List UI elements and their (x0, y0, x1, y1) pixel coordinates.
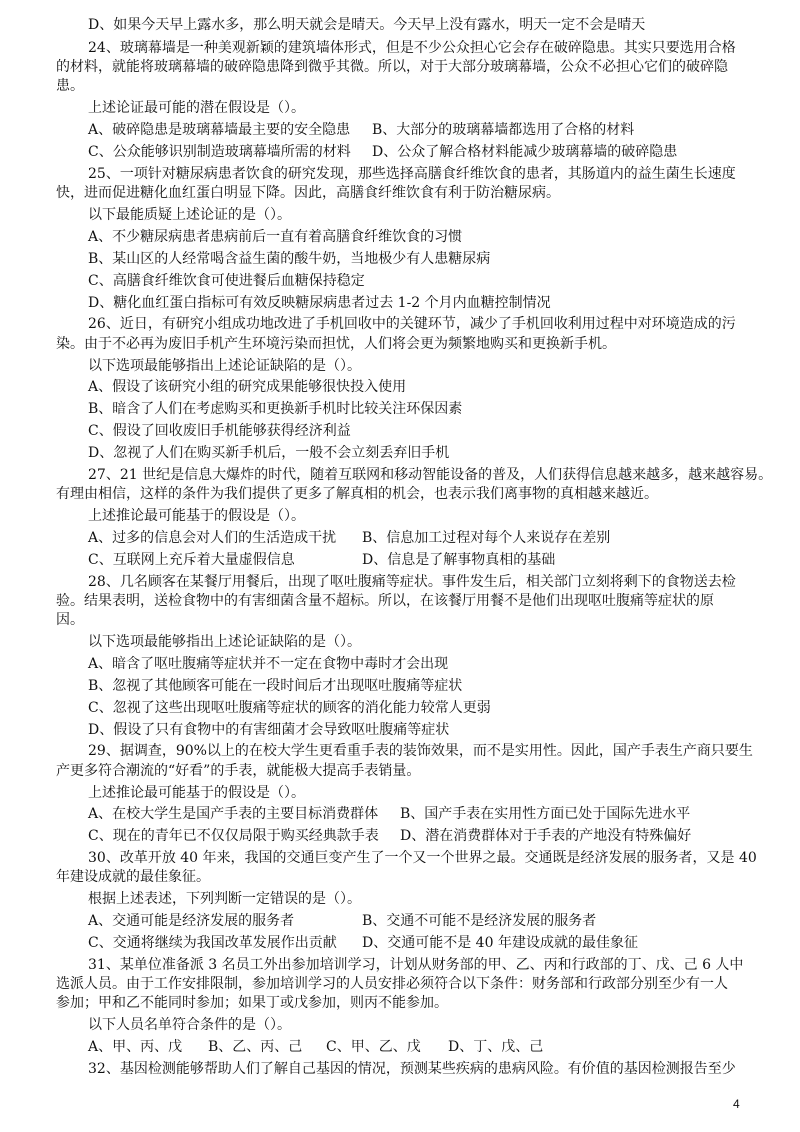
line-text: A、暗含了呕吐腹痛等症状并不一定在食物中毒时才会出现 (88, 656, 449, 672)
line-text: 产更多符合潮流的“好看”的手表，就能极大提高手表销量。 (56, 763, 421, 779)
option-text: B、国产手表在实用性方面已处于国际先进水平 (400, 806, 691, 822)
option-text: D、公众了解合格材料能减少玻璃幕墙的破碎隐患 (372, 144, 678, 160)
line-text: 29、据调查，90%以上的在校大学生更看重手表的装饰效果，而不是实用性。因此，国产手表生产商只要生 (88, 743, 753, 759)
line-text: 32、基因检测能够帮助人们了解自己基因的情况，预测某些疾病的患病风险。有价值的基因检测报告至少 (88, 1061, 736, 1077)
option-text: D、丁、戊、己 (448, 1039, 544, 1055)
option-text: D、信息是了解事物真相的基础 (362, 552, 556, 568)
line-text: C、假设了回收废旧手机能够获得经济利益 (88, 423, 351, 439)
option-text: C、甲、乙、戊 (326, 1039, 421, 1055)
line-text: 31、某单位准备派 3 名员工外出参加培训学习，计划从财务部的甲、乙、丙和行政部的丁、戊、己 6 人中 (88, 957, 744, 973)
option-text: C、现在的青年已不仅仅局限于购买经典款手表 (88, 828, 379, 844)
line-text: 快，进而促进糖化血红蛋白明显下降。因此，高膳食纤维饮食有利于防治糖尿病。 (56, 185, 560, 201)
line-text: 27、21 世纪是信息大爆炸的时代，随着互联网和移动智能设备的普及，人们获得信息越来越多，越来越容易。 (88, 467, 773, 483)
line-text: 有理由相信，这样的条件为我们提供了更多了解真相的机会，也表示我们离事物的真相越来越近。 (56, 486, 658, 502)
option-text: C、公众能够识别制造玻璃幕墙所需的材料 (88, 144, 351, 160)
line-text: 年建设成就的最佳象征。 (56, 869, 210, 885)
option-text: B、信息加工过程对每个人来说存在差别 (362, 530, 611, 546)
line-text: 患。 (56, 78, 84, 94)
option-text: A、甲、丙、戊 (88, 1039, 183, 1055)
line-text: A、不少糖尿病患者患病前后一直有着高膳食纤维饮食的习惯 (88, 229, 463, 245)
option-text: C、交通将继续为我国改革发展作出贡献 (88, 935, 337, 951)
option-text: A、交通可能是经济发展的服务者 (88, 913, 295, 929)
line-text: 26、近日，有研究小组成功地改进了手机回收中的关键环节，减少了手机回收利用过程中对环境造成的污 (88, 316, 736, 332)
line-text: B、暗含了人们在考虑购买和更换新手机时比较关注环保因素 (88, 401, 463, 417)
line-text: D、假设了只有食物中的有害细菌才会导致呕吐腹痛等症状 (88, 722, 450, 738)
line-text: 24、玻璃幕墙是一种美观新颖的建筑墙体形式，但是不少公众担心它会存在破碎隐患。其实只要选用合格 (88, 40, 736, 56)
line-text: 上述论证最可能的潜在假设是（）。 (88, 100, 305, 116)
line-text: 以下最能质疑上述论证的是（）。 (88, 207, 291, 223)
page-number: 4 (733, 1097, 740, 1111)
line-text: 以下选项最能够指出上述论证缺陷的是（）。 (88, 358, 361, 374)
line-text: D、糖化血红蛋白指标可有效反映糖尿病患者过去 1-2 个月内血糖控制情况 (88, 295, 551, 311)
option-text: A、过多的信息会对人们的生活造成干扰 (88, 530, 337, 546)
line-text: 上述推论最可能基于的假设是（）。 (88, 785, 305, 801)
line-text: 30、改革开放 40 年来，我国的交通巨变产生了一个又一个世界之最。交通既是经济发展的服务者，又是 40 (88, 850, 757, 866)
line-text: 25、一项针对糖尿病患者饮食的研究发现，那些选择高膳食纤维饮食的患者，其肠道内的益生菌生长速度 (88, 166, 736, 182)
line-text: C、高膳食纤维饮食可使进餐后血糖保持稳定 (88, 273, 365, 289)
option-text: D、交通可能不是 40 年建设成就的最佳象征 (362, 935, 638, 951)
line-text: 因。 (56, 612, 84, 628)
option-text: B、乙、丙、己 (208, 1039, 303, 1055)
option-text: A、破碎隐患是玻璃幕墙最主要的安全隐患 (88, 122, 351, 138)
line-text: 选派人员。由于工作安排限制，参加培训学习的人员安排必须符合以下条件：财务部和行政部分别至少有一人 (56, 976, 728, 992)
line-text: 以下人员名单符合条件的是（）。 (88, 1017, 291, 1033)
line-text: 根据上述表述，下列判断一定错误的是（）。 (88, 891, 361, 907)
line-text: 上述推论最可能基于的假设是（）。 (88, 508, 305, 524)
line-text: 28、几名顾客在某餐厅用餐后，出现了呕吐腹痛等症状。事件发生后，相关部门立刻将剩下的食物送去检 (88, 574, 736, 590)
option-text: C、互联网上充斥着大量虚假信息 (88, 552, 295, 568)
option-text: A、在校大学生是国产手表的主要目标消费群体 (88, 806, 379, 822)
line-text: 验。结果表明，送检食物中的有害细菌含量不超标。所以，在该餐厅用餐不是他们出现呕吐腹痛等症状的原 (56, 593, 714, 609)
line-text: B、忽视了其他顾客可能在一段时间后才出现呕吐腹痛等症状 (88, 678, 463, 694)
line-text: 以下选项最能够指出上述论证缺陷的是（）。 (88, 634, 361, 650)
option-text: B、大部分的玻璃幕墙都选用了合格的材料 (372, 122, 635, 138)
line-text: 参加；甲和乙不能同时参加；如果丁或戊参加，则丙不能参加。 (56, 995, 448, 1011)
text-line (0, 1056, 800, 1082)
line-text: C、忽视了这些出现呕吐腹痛等症状的顾客的消化能力较常人更弱 (88, 700, 491, 716)
line-text: 染。由于不必再为废旧手机产生环境污染而担忧，人们将会更为频繁地购买和更换新手机。 (56, 336, 616, 352)
line-text: A、假设了该研究小组的研究成果能够很快投入使用 (88, 379, 407, 395)
line-text: B、某山区的人经常喝含益生菌的酸牛奶，当地极少有人患糖尿病 (88, 251, 491, 267)
line-text: 的材料，就能将玻璃幕墙的破碎隐患降到微乎其微。所以，对于大部分玻璃幕墙，公众不必担心它们的破碎隐 (56, 59, 728, 75)
option-text: B、交通不可能不是经济发展的服务者 (362, 913, 597, 929)
line-text: D、忽视了人们在购买新手机后，一般不会立刻丢弃旧手机 (88, 445, 450, 461)
option-text: D、潜在消费群体对于手表的产地没有特殊偏好 (400, 828, 692, 844)
line-text: D、如果今天早上露水多，那么明天就会是晴天。今天早上没有露水，明天一定不会是晴天 (88, 17, 646, 33)
